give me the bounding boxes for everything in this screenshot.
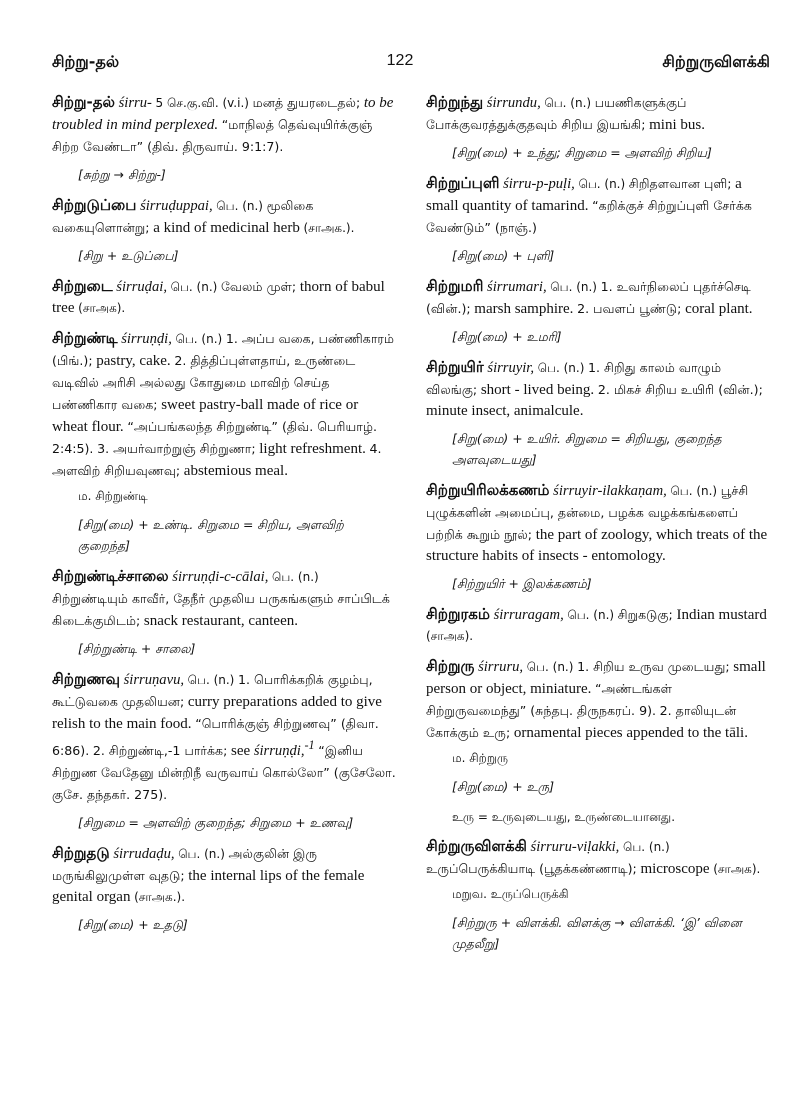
sense-2-english: coral plant. (685, 301, 753, 317)
dictionary-entry (52, 669, 396, 833)
right-column (426, 92, 768, 964)
dictionary-entry (52, 92, 396, 185)
tamil-definition: பூச்சி புழுக்களின் அமைப்பு, தன்மை, பழக்க வழக்கங்களைப் பற்றிக் கூறும் நூல்; (426, 483, 749, 542)
headword: சிற்றுடை (52, 277, 113, 295)
running-head-left: சிற்று-தல் (52, 52, 120, 71)
english-definition: to be troubled in mind perplexed. (52, 95, 394, 133)
running-head-right: சிற்றுருவிளக்கி (662, 52, 770, 71)
dictionary-entry (426, 276, 768, 347)
english-definition: thorn of babul tree (52, 279, 385, 316)
transliteration: śirruṇḍi, (121, 331, 172, 347)
headword: சிற்றுரகம் (426, 605, 490, 623)
tamil-definition: பயணிகளுக்குப் போக்குவரத்துக்குதவும் சிறிய இயங்கி; (426, 95, 687, 132)
sense-2-english: sweet pastry-ball made of rice or wheat flour. (52, 397, 359, 435)
transliteration: śirrumari, (487, 279, 547, 295)
source: (சாஅக). (78, 301, 126, 315)
sense-2-english: ornamental pieces appended to the tāli. (513, 725, 748, 741)
transliteration: śirrudaḍu, (113, 845, 175, 862)
etymology: [சுற்று → சிற்று-] (78, 167, 166, 182)
see-label: see (231, 742, 251, 759)
tamil-definition: உருப்பெருக்கியாடி (பூதக்கண்ணாடி); (426, 861, 637, 876)
headword: சிற்றுமரி (426, 277, 484, 295)
sense-2: 2. மிகச் சிறிய உயிரி (வின்.); (597, 382, 763, 397)
source: (சாஅக.). (134, 889, 186, 904)
sense-1-english: pastry, cake. (96, 353, 171, 369)
citation: “இனிய சிற்றுண வேதேனு மின்றிநீ வருவாய் கொல்லோ” (குசேலோ. குசே. தந்தகர். 275). (52, 742, 396, 802)
headword: சிற்றுப்புளி (426, 174, 500, 192)
part-of-speech: பெ. (n.) (272, 570, 319, 584)
part-of-speech: பெ. (n.) (526, 660, 574, 674)
etymology: [சிறு(மை) + உயிர். சிறுமை = சிறியது, குறைந்த அளவுடையது] (452, 431, 722, 467)
part-of-speech: பெ. (n.) (178, 846, 225, 861)
part-of-speech: பெ. (n.) (175, 332, 223, 346)
english-definition: snack restaurant, canteen. (143, 613, 298, 629)
sense-1-english: short - lived being. (480, 382, 595, 398)
sense-3-english: light refreshment. (259, 441, 366, 457)
headword: சிற்று-தல் (52, 93, 115, 111)
headword: சிற்றுரு (426, 657, 475, 675)
sense-1: 1. பொரிக்கறிக் குழம்பு, கூட்டுவகை முதலியன; (52, 672, 373, 709)
sense-1-english: small person or object, miniature. (426, 659, 766, 697)
sense-4-english: abstemious meal. (183, 463, 288, 479)
sense-1: 1. சிறிய உருவ முடையது; (577, 659, 730, 674)
left-column (52, 92, 396, 945)
part-of-speech: பெ. (n.) (550, 280, 597, 294)
transliteration: śirruru-viḷakki, (530, 839, 620, 855)
source: (சாஅக.). (303, 221, 355, 235)
dictionary-entry (426, 836, 768, 954)
headword: சிற்றுந்து (426, 93, 484, 111)
headword: சிற்றுருவிளக்கி (426, 837, 527, 855)
sense-1-english: curry preparations added to give relish to the main food. (52, 694, 382, 732)
headword: சிற்றுண்டிச்சாலை (52, 567, 169, 585)
synonym: மறுவ. உருப்பெருக்கி (452, 887, 569, 901)
dictionary-entry (52, 195, 396, 266)
citation: “அப்பங்கலந்த சிற்றுண்டி” (திவ். பெரியாழ். 2:4:5). (52, 419, 377, 456)
transliteration: śirruragam, (493, 607, 564, 623)
headword: சிற்றுதடு (52, 843, 110, 862)
sense-2: 2. தித்திப்புள்ளதாய், உருண்டை வடிவில் அரிசி அல்லது கோதுமை மாவிற் செய்த பண்ணிகார வகை; (52, 353, 356, 412)
headword: சிற்றுயிர் (426, 358, 484, 376)
transliteration: śirru- (118, 95, 152, 111)
dictionary-entry (426, 480, 768, 594)
sense-1-english: marsh samphire. (474, 301, 574, 317)
part-of-speech: பெ. (n.) (567, 608, 615, 622)
dictionary-entry (426, 92, 768, 163)
citation: “பொரிக்குஞ் சிற்றுணவு” (திவா. 6:86). (52, 716, 379, 758)
citation: “மாநிலத் தெவ்வுயிர்க்குஞ் சிற்ற வேண்டா” (திவ். திருவாய். 9:1:7). (52, 117, 373, 154)
english-definition: the internal lips of the female genital organ (52, 867, 365, 905)
dictionary-entry (426, 173, 768, 266)
transliteration: śirrundu, (486, 95, 541, 111)
transliteration: śirruṇḍi-c-cālai, (172, 569, 269, 585)
tamil-definition: அல்குலின் இரு மருங்கிலுமுள்ள வுதடு; (52, 845, 318, 883)
cognate: ம. சிற்றுரு (452, 751, 509, 765)
english-definition: microscope (640, 861, 710, 877)
dictionary-entry (52, 276, 396, 319)
transliteration: śirruru, (478, 659, 524, 675)
part-of-speech: பெ. (n.) (578, 177, 626, 191)
citation: “கறிக்குச் சிற்றுப்புளி சேர்க்க வேண்டும்” (நாஞ்.) (426, 198, 752, 235)
sense-2: 2. பவளப் பூண்டு; (577, 301, 682, 316)
page-number: 122 (386, 52, 414, 69)
dictionary-entry (52, 566, 396, 659)
etymology: [சிற்றுரு + விளக்கி. விளக்கு → விளக்கி. ‘இ’ வினை முதலீறு] (452, 915, 742, 951)
etymology: [சிறுமை = அளவிற் குறைந்த; சிறுமை + உணவு] (78, 814, 354, 830)
sense-2: 2. சிற்றுண்டி,-1 பார்க்க; (92, 742, 228, 758)
sense-2: 2. தாலியுடன் கோக்கும் உரு; (426, 703, 737, 740)
tamil-definition: வேலம் முள்; (220, 279, 297, 294)
tamil-definition: மூலிகை வகையுளொன்று; (52, 198, 314, 235)
sense-1: 1. அப்ப வகை, பண்ணிகாரம் (பிங்.); (52, 331, 395, 368)
dictionary-entry (52, 328, 396, 556)
cognate: ம. சிற்றுண்டி (78, 489, 148, 503)
etymology: [சிற்றுண்டி + சாலை] (78, 641, 196, 656)
english-definition: Indian mustard (676, 607, 767, 623)
transliteration: śirruḍai, (116, 279, 167, 295)
etymology: [சிறு(மை) + உதடு] (78, 916, 188, 932)
tamil-definition: சிறிதளவான புளி; (628, 176, 732, 191)
etymology: [சிறு(மை) + உண்டி. சிறுமை = சிறிய, அளவிற் குறைந்த] (78, 517, 344, 553)
tamil-definition: சிற்றுண்டியும் காவீர், தேநீர் முதலிய பருகங்களும் சாப்பிடக் கிடைக்குமிடம்; (52, 591, 390, 628)
etymology: [சிறு(மை) + உந்து; சிறுமை = அளவிற் சிறிய] (452, 145, 712, 160)
transliteration: śirruyir-ilakkaṇam, (553, 483, 667, 499)
headword: சிற்றுண்டி (52, 329, 118, 347)
english-definition: the part of zoology, which treats of the structure habits of insects - entomology. (426, 527, 768, 564)
part-of-speech: பெ. (n.) (544, 96, 592, 110)
transliteration: śirruḍuppai, (140, 198, 213, 214)
english-definition: a small quantity of tamarind. (426, 176, 742, 214)
etymology: [சிற்றுயிர் + இலக்கணம்] (452, 576, 592, 591)
dictionary-entry (52, 843, 396, 935)
cross-reference (253, 738, 315, 759)
part-of-speech: பெ. (n.) (187, 673, 235, 687)
etymology: [சிறு(மை) + புளி] (452, 248, 555, 263)
dictionary-entry (426, 357, 768, 470)
headword: சிற்றுயிரிலக்கணம் (426, 481, 550, 499)
english-definition: mini bus. (649, 117, 705, 133)
headword: சிற்றுணவு (52, 670, 120, 688)
source: (சாஅக). (426, 629, 474, 643)
transliteration: śirruyir, (487, 360, 535, 376)
transliteration: śirru-p-puḷi, (503, 176, 575, 192)
sense-3: 3. அயர்வாற்றுஞ் சிற்றுணா; (97, 441, 256, 456)
tamil-definition: மனத் துயரடைதல்; (252, 95, 361, 110)
part-of-speech: பெ. (n.) (216, 199, 263, 213)
dictionary-entry (426, 656, 768, 827)
sense-1: 1. சிறிது காலம் வாழும் விலங்கு; (426, 360, 722, 397)
source: (சாஅக). (713, 862, 761, 876)
part-of-speech: பெ. (n.) (622, 840, 670, 854)
part-of-speech: 5 செ.கு.வி. (v.i.) (155, 96, 249, 110)
tamil-definition: சிறுகடுகு; (617, 607, 673, 622)
headword: சிற்றுடுப்பை (52, 196, 137, 214)
sense-1: 1. உவர்நிலைப் புதர்ச்செடி (வின்.); (426, 279, 751, 316)
transliteration: śirruṇavu, (123, 672, 185, 688)
part-of-speech: பெ. (n.) (170, 280, 218, 294)
part-of-speech: பெ. (n.) (670, 484, 718, 498)
sense-4: 4. அளவிற் சிறியவுணவு; (52, 441, 382, 478)
etymology: [சிறு(மை) + உமரி] (452, 329, 562, 344)
part-of-speech: பெ. (n.) (537, 361, 585, 375)
sense-2-english: minute insect, animalcule. (426, 403, 584, 419)
cross-reference-superscript: -1 (304, 738, 315, 752)
cross-reference-word: śirruṇḍi, (253, 742, 305, 759)
citation: “அண்டங்கள் சிற்றுருவமைந்து” (சுந்தபு. திருநகரப். 9). (426, 681, 673, 718)
english-definition: a kind of medicinal herb (153, 220, 300, 236)
dictionary-entry (426, 604, 768, 647)
note: உரு = உருவுடையது, உருண்டையானது. (452, 810, 676, 824)
etymology: [சிறு + உடுப்பை] (78, 248, 179, 263)
etymology: [சிறு(மை) + உரு] (452, 779, 555, 794)
